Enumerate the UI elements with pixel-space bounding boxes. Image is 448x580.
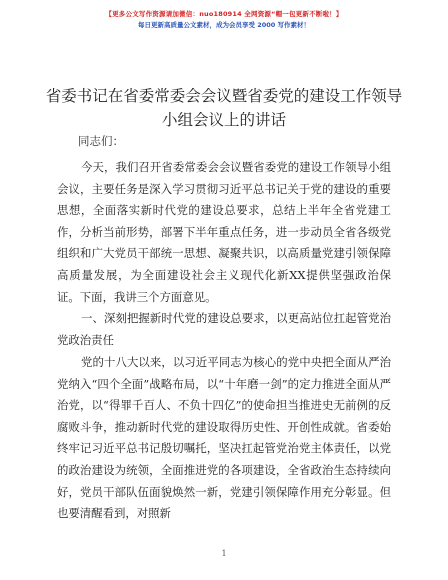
section-heading-1: 一、深刻把握新时代党的建设总要求，以更高站位扛起管党治党政治责任 (57, 311, 391, 347)
paragraph-intro: 今天，我们召开省委常委会会议暨省委党的建设工作领导小组会议，主要任务是深入学习贯彻习近平总书记关于党的建设的重要思想，全面落实新时代党的建设总要求，总结上半年全省党建工作，分析当前形势，部署下半年重点任务，进一步动员全省各级党组织和广大党员干部统一思想、凝聚共识，以高质量党建引领保障高质量发展，为全面建设社会主义现代化新XX提供坚强政治保证。下面，我讲三个方面意见。 (57, 160, 391, 304)
page-number: 1 (221, 549, 227, 558)
banner-line-1: 【更多公文写作资源请加微信：nuo180914 全网资源“帽一包更新不断啦！】 (105, 10, 343, 18)
greeting: 同志们： (78, 134, 124, 148)
banner-line-2: 每日更新高质量公文素材，成为会员享受 2000 写作素材！ (137, 21, 311, 29)
paragraph-section-1: 党的十八大以来，以习近平同志为核心的党中央把全面从严治党纳入“四个全面”战略布局，以“十年磨一剑”的定力推进全面从严治党，以“得罪千百人、不负十四亿”的使命担当推进史无前例的反腐败斗争，推动新时代党的建设取得历史性、开创性成就。省委始终牢记习近平总书记殷切嘱托，坚决扛起管党治党主体责任，以党的政治建设为统领，全面推进党的各项建设，全省政治生态持续向好，党员干部队伍面貌焕然一新，党建引领保障作用充分彰显。但也要清醒看到，对照新 (57, 355, 391, 521)
document-title: 省委书记在省委常委会会议暨省委党的建设工作领导小组会议上的讲话 (45, 87, 403, 129)
